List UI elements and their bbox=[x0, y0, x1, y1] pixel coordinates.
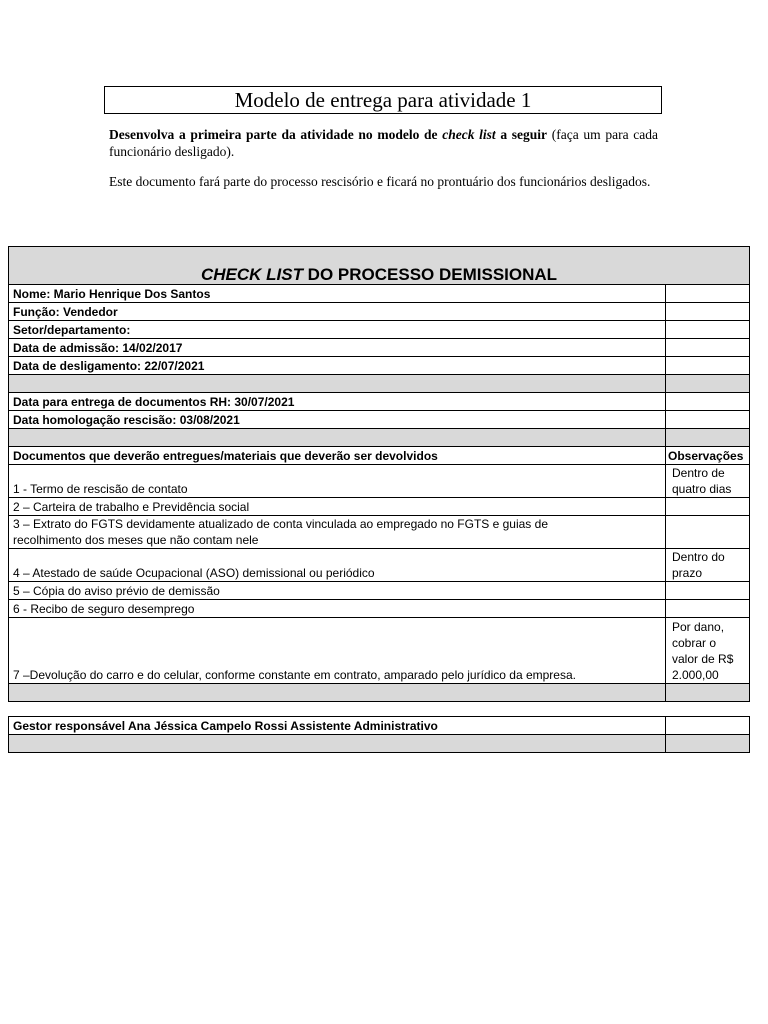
separator-row bbox=[9, 684, 750, 702]
docs-header: Documentos que deverão entregues/materiais que deverão ser devolvidos bbox=[9, 447, 666, 465]
item-3: 3 – Extrato do FGTS devidamente atualizado de conta vinculada ao empregado no FGTS e guias de recolhimento dos meses que não contam nele bbox=[9, 516, 666, 549]
separator-row bbox=[9, 735, 750, 753]
instruction-bold-end: a seguir bbox=[495, 127, 548, 142]
gestor-table bbox=[8, 716, 750, 753]
entrega-rh-cell: Data para entrega de documentos RH: 30/07/2021 bbox=[9, 393, 666, 411]
table-row bbox=[9, 717, 750, 735]
funcao-cell: Função: Vendedor bbox=[9, 303, 666, 321]
item-2-obs bbox=[666, 498, 750, 516]
empty-obs-cell bbox=[666, 411, 750, 429]
instruction-bold-start: Desenvolva a primeira parte da atividade no modelo de bbox=[109, 127, 443, 142]
checklist-title bbox=[9, 247, 750, 285]
checklist-title-row bbox=[9, 247, 750, 285]
table-row bbox=[9, 321, 750, 339]
item-5-obs bbox=[666, 582, 750, 600]
item-4-obs: Dentro do prazo bbox=[666, 549, 750, 582]
table-row bbox=[9, 465, 750, 498]
setor-cell: Setor/departamento: bbox=[9, 321, 666, 339]
separator-row bbox=[9, 375, 750, 393]
empty-obs-cell bbox=[666, 393, 750, 411]
checklist-title-italic: CHECK LIST bbox=[200, 265, 303, 284]
empty-obs-cell bbox=[666, 285, 750, 303]
page-title: Modelo de entrega para atividade 1 bbox=[104, 86, 662, 114]
separator-row bbox=[9, 429, 750, 447]
checklist-title-rest: DO PROCESSO DEMISSIONAL bbox=[302, 265, 558, 284]
item-1-obs: Dentro de quatro dias bbox=[666, 465, 750, 498]
empty-obs-cell bbox=[666, 339, 750, 357]
nome-cell: Nome: Mario Henrique Dos Santos bbox=[9, 285, 666, 303]
table-row bbox=[9, 411, 750, 429]
instruction-bold-italic: check list bbox=[442, 127, 496, 142]
table-row bbox=[9, 618, 750, 684]
item-1: 1 - Termo de rescisão de contato bbox=[9, 465, 666, 498]
gestor-cell: Gestor responsável Ana Jéssica Campelo Rossi Assistente Administrativo bbox=[9, 717, 666, 735]
item-5: 5 – Cópia do aviso prévio de demissão bbox=[9, 582, 666, 600]
instruction-rest: (faça um para cada funcionário desligado). bbox=[109, 127, 658, 159]
table-row bbox=[9, 357, 750, 375]
item-2: 2 – Carteira de trabalho e Previdência social bbox=[9, 498, 666, 516]
empty-obs-cell bbox=[666, 717, 750, 735]
homologacao-cell: Data homologação rescisão: 03/08/2021 bbox=[9, 411, 666, 429]
table-row bbox=[9, 498, 750, 516]
desligamento-cell: Data de desligamento: 22/07/2021 bbox=[9, 357, 666, 375]
checklist-table bbox=[8, 246, 750, 702]
empty-obs-cell bbox=[666, 321, 750, 339]
table-row bbox=[9, 339, 750, 357]
docs-header-row bbox=[9, 447, 750, 465]
item-3-obs bbox=[666, 516, 750, 549]
instruction-paragraph bbox=[109, 126, 658, 160]
empty-obs-cell bbox=[666, 303, 750, 321]
table-row bbox=[9, 582, 750, 600]
admissao-cell: Data de admissão: 14/02/2017 bbox=[9, 339, 666, 357]
empty-obs-cell bbox=[666, 357, 750, 375]
obs-header: Observações bbox=[666, 447, 750, 465]
item-7-obs: Por dano, cobrar o valor de R$ 2.000,00 bbox=[666, 618, 750, 684]
table-row bbox=[9, 516, 750, 549]
table-row bbox=[9, 600, 750, 618]
info-paragraph: Este documento fará parte do processo rescisório e ficará no prontuário dos funcionários desligados. bbox=[109, 174, 651, 189]
item-4: 4 – Atestado de saúde Ocupacional (ASO) demissional ou periódico bbox=[9, 549, 666, 582]
table-row bbox=[9, 303, 750, 321]
item-7: 7 –Devolução do carro e do celular, conforme constante em contrato, amparado pelo jurídico da empresa. bbox=[9, 618, 666, 684]
item-6-obs bbox=[666, 600, 750, 618]
table-row bbox=[9, 285, 750, 303]
table-row bbox=[9, 549, 750, 582]
item-6: 6 - Recibo de seguro desemprego bbox=[9, 600, 666, 618]
table-row bbox=[9, 393, 750, 411]
